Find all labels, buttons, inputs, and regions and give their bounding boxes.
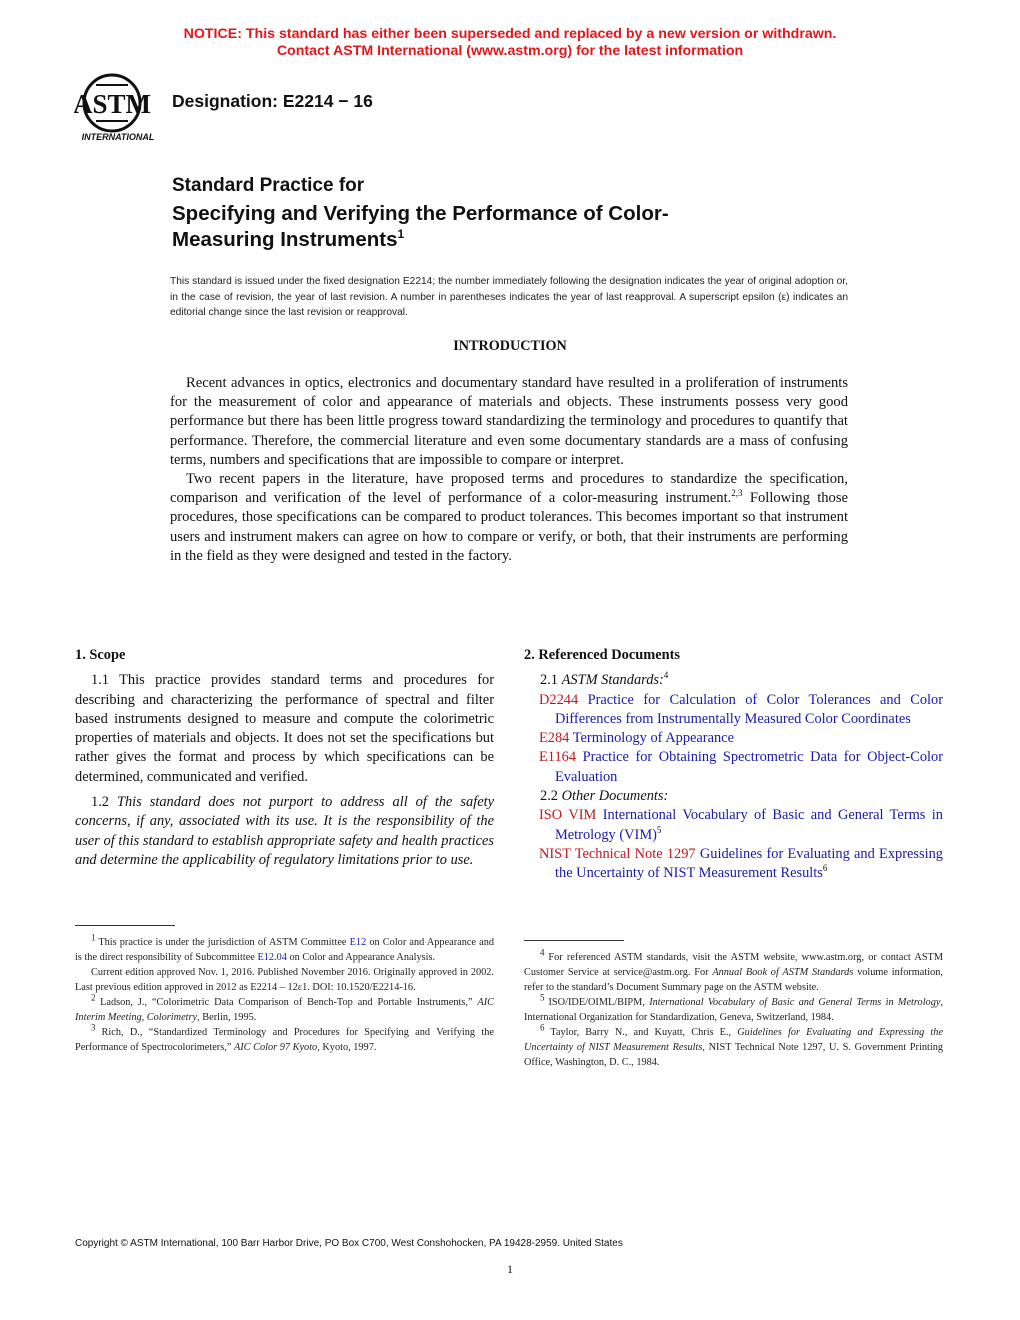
footnote-3: $^3$ Rich, D., “Standardized Terminology and Procedures for Specifying and Verifying the Performance of Spectrocolorimeters,” AIC Color 97 Kyoto, Kyoto, 1997. [75, 1022, 494, 1053]
title-line-3: Measuring Instruments [172, 228, 398, 251]
ref-d2244[interactable] [524, 691, 943, 730]
footnote-text: , Kyoto, 1997. [317, 1042, 377, 1053]
footnote-text: For referenced ASTM standards, visit the ASTM website, www.astm.org, or contact ASTM Customer Service at service@astm.org. For [524, 952, 944, 978]
scope-1-2-text: This standard does not purport to address all of the safety concerns, if any, associated with its use. It is the responsibility of the user of this standard to establish appropriate safety and health practices and determine the applicability of regulatory limitations prior to use. [75, 794, 494, 868]
ref-footnote: 5 [656, 824, 662, 835]
footnote-italic: AIC Color 97 Kyoto [233, 1042, 318, 1053]
footnote-text: on Color and Appearance and is the direct responsibility of Subcommittee [75, 937, 495, 963]
footnote-divider-left [75, 925, 175, 926]
footnote-text: , NIST Technical Note 1297, U. S. Government Printing Office, Washington, D. C., 1984. [524, 1042, 943, 1068]
document-title [172, 201, 792, 253]
ref-footnote: 6 [822, 863, 828, 874]
title-prefix: Standard Practice for [172, 175, 365, 196]
title-footnote-mark: 1 [397, 227, 405, 242]
intro-p2-text-cont: Following those procedures, those specifications can be compared to product tolerances. This becomes important so that instrument users and instrument makers can agree on how to compare or verify, or both, that their instruments are performing in the field as they were designed and tested in the factory. [170, 490, 848, 564]
footnote-4: $^4$ For referenced ASTM standards, visit the ASTM website, www.astm.org, or contact ASTM Customer Service at service@astm.org. For Annual Book of ASTM Standards volume information, refer to the standard’s Document Summary page on the ASTM website. [524, 947, 944, 993]
section-2-2-title: Other Documents: [561, 788, 669, 805]
ref-code[interactable]: D2244 [539, 691, 579, 708]
footnote-text: , International Organization for Standardization, Geneva, Switzerland, 1984. [524, 997, 943, 1023]
ref-e284[interactable] [524, 729, 943, 748]
logo-caption: INTERNATIONAL [81, 132, 155, 142]
ref-iso-vim[interactable] [524, 806, 943, 845]
superseded-notice [0, 26, 1020, 60]
ref-title-link[interactable]: Guidelines for Evaluating and Expressing the Uncertainty of NIST Measurement Results [555, 845, 943, 882]
footnotes-left [75, 932, 495, 1055]
scope-1-2-num: 1.2 [91, 794, 117, 811]
ref-nist-1297[interactable] [524, 845, 943, 884]
footnote-italic: AIC Interim Meeting, Colorimetry [75, 997, 494, 1023]
section-2-1 [524, 671, 943, 690]
section-2-1-num: 2.1 [540, 672, 562, 689]
intro-p2-text: Two recent papers in the literature, have proposed terms and procedures to standardize the specification, comparison and verification of the level of performance of a color-measuring instrument. [170, 471, 848, 507]
footnote-text: This practice is under the jurisdiction of ASTM Committee [98, 937, 350, 948]
scope-section [75, 646, 494, 876]
introduction-body [170, 374, 848, 566]
footnote-2: $^2$ Ladson, J., “Colorimetric Data Comparison of Bench-Top and Portable Instruments,” AIC Interim Meeting, Colorimetry, Berlin, 1995. [75, 992, 494, 1023]
intro-paragraph-2 [170, 470, 848, 566]
footnote-1: $^1$ This practice is under the jurisdiction of ASTM Committee E12 on Color and Appearance and is the direct responsibility of Subcommittee E12.04 on Color and Appearance Analysis. [75, 932, 495, 963]
intro-p2-footnote: 2,3 [731, 488, 743, 499]
footnote-text: Taylor, Barry N., and Kuyatt, Chris E., [550, 1027, 738, 1038]
footnote-text: Rich, D., “Standardized Terminology and Procedures for Specifying and Verifying the Performance of Spectrocolorimeters,” [75, 1027, 494, 1053]
title-line-2: Specifying and Verifying the Performance of Color- [172, 202, 669, 225]
notice-line-1: NOTICE: This standard has either been superseded and replaced by a new version or withdrawn. [183, 26, 837, 42]
ref-code[interactable]: E284 [539, 730, 570, 747]
ref-code[interactable]: E1164 [539, 749, 577, 766]
issued-statement: This standard is issued under the fixed designation E2214; the number immediately following the designation indicates the year of original adoption or, in the case of revision, the year of last revision. A number in parentheses indicates the year of last reapproval. A superscript epsilon (ε) indicates an editorial change since the last revision or reapproval. [170, 276, 848, 318]
logo-letters: ASTM [74, 89, 152, 119]
footnote-text: ISO/IDE/OIML/BIPM, [548, 997, 650, 1008]
footnotes-right [524, 947, 944, 1070]
astm-logo [74, 73, 162, 145]
referenced-heading: 2. Referenced Documents [524, 647, 680, 663]
footnote-1-edition: Current edition approved Nov. 1, 2016. Published November 2016. Originally approved in 2002. Last previous edition approved in 2012 as E2214 – 12ε1. DOI: 10.1520/E2214-16. [75, 967, 494, 993]
astm-logo-icon [74, 73, 162, 145]
footnote-italic: Annual Book of ASTM Standards [712, 967, 854, 978]
footnote-italic: International Vocabulary of Basic and General Terms in Metrology [649, 997, 941, 1008]
ref-title-link[interactable]: Practice for Calculation of Color Tolerances and Color Differences from Instrumentally Measured Color Coordinates [555, 691, 943, 727]
section-2-1-title: ASTM Standards: [561, 672, 664, 689]
scope-1-2 [75, 793, 494, 870]
section-2-1-footnote: 4 [663, 670, 669, 681]
page-number: 1 [507, 1262, 513, 1276]
scope-1-1: 1.1 This practice provides standard terms and procedures for describing and characterizing the performance of spectral and filter based instruments designed to measure and compute the colorimetric properties of materials and objects. It does not set the specifications but rather gives the format and process by which specifications can be determined, communicated and verified. [75, 672, 494, 785]
ref-title-link[interactable]: International Vocabulary of Basic and General Terms in Metrology (VIM) [555, 807, 943, 843]
ref-title-link[interactable]: Terminology of Appearance [569, 730, 734, 747]
scope-heading: 1. Scope [75, 647, 126, 663]
footnote-text: volume information, refer to the standard’s Document Summary page on the ASTM website. [524, 967, 943, 993]
committee-link[interactable]: E12 [349, 937, 367, 948]
footnote-text: , Berlin, 1995. [197, 1012, 257, 1023]
footnote-text: on Color and Appearance Analysis. [286, 952, 436, 963]
copyright-line: Copyright © ASTM International, 100 Barr Harbor Drive, PO Box C700, West Conshohocken, PA 19428-2959. United States [75, 1238, 623, 1249]
ref-code[interactable]: NIST Technical Note 1297 [539, 845, 696, 862]
footnote-text: Ladson, J., “Colorimetric Data Comparison of Bench-Top and Portable Instruments,” [100, 997, 478, 1008]
ref-title-link[interactable]: Practice for Obtaining Spectrometric Data for Object-Color Evaluation [555, 749, 943, 785]
introduction-heading: INTRODUCTION [453, 338, 567, 354]
section-2-2-num: 2.2 [540, 788, 562, 805]
referenced-documents-section [524, 646, 943, 884]
ref-e1164[interactable] [524, 748, 943, 787]
footnote-6: $^6$ Taylor, Barry N., and Kuyatt, Chris E., Guidelines for Evaluating and Expressing the Uncertainty of NIST Measurement Results, NIST Technical Note 1297, U. S. Government Printing Office, Washington, D. C., 1984. [524, 1022, 944, 1068]
notice-line-2: Contact ASTM International (www.astm.org) for the latest information [276, 43, 744, 59]
ref-code[interactable]: ISO VIM [539, 807, 597, 824]
footnote-italic: Guidelines for Evaluating and Expressing the Uncertainty of NIST Measurement Results [524, 1027, 944, 1053]
footnote-5: $^5$ ISO/IDE/OIML/BIPM, International Vocabulary of Basic and General Terms in Metrology, International Organization for Standardization, Geneva, Switzerland, 1984. [524, 992, 943, 1023]
designation: Designation: E2214 − 16 [172, 91, 373, 111]
footnote-divider-right [524, 940, 624, 941]
intro-paragraph-1: Recent advances in optics, electronics and documentary standard have resulted in a proliferation of instruments for the measurement of color and appearance of materials and objects. These instruments possess very good performance but there has been little progress toward standardizing the terminology and procedures to quantify that performance. Therefore, the commercial literature and even some documentary standards are a mass of confusing terms, numbers and specifications that are impossible to compare or interpret. [170, 375, 848, 468]
section-2-2 [524, 787, 943, 806]
subcommittee-link[interactable]: E12.04 [257, 952, 287, 963]
